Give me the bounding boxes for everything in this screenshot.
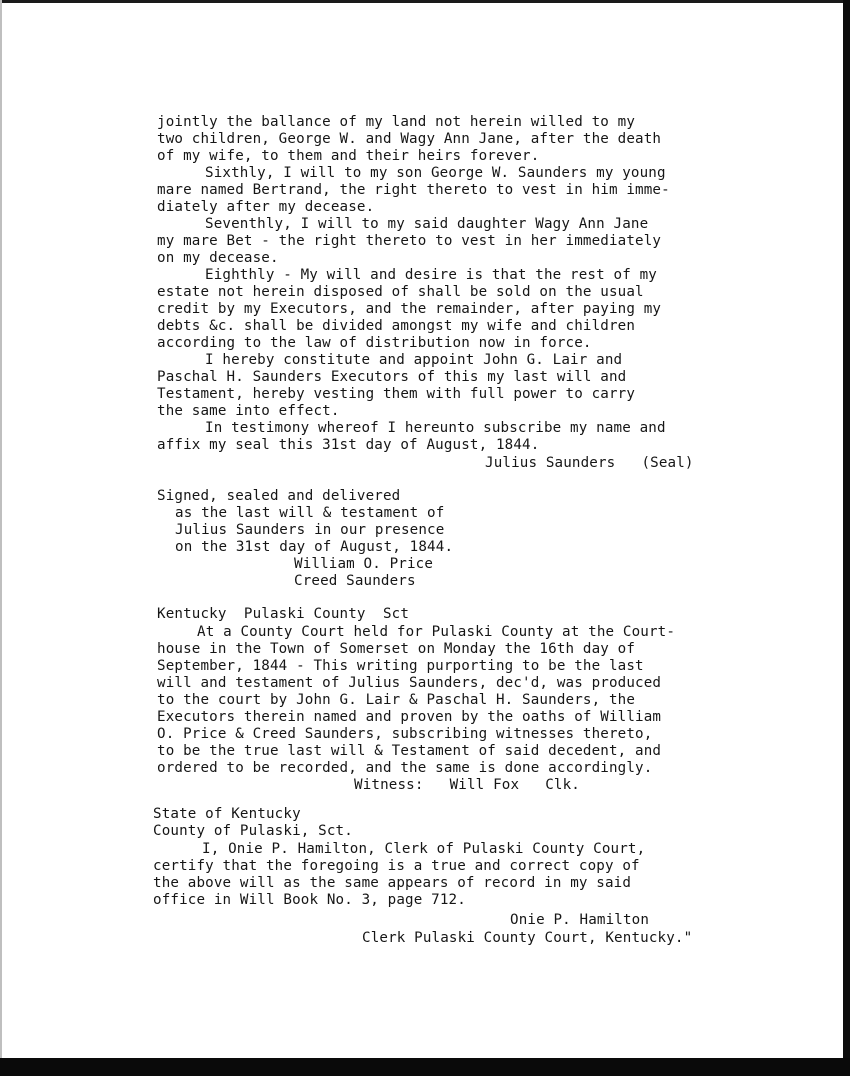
text-line: of my wife, to them and their heirs forever. (157, 148, 540, 164)
text-line: Eighthly - My will and desire is that the rest of my (205, 267, 657, 283)
text-line: Executors therein named and proven by the oaths of William (157, 709, 662, 725)
attestation-heading: Signed, sealed and delivered (157, 488, 401, 504)
text-line: on my decease. (157, 250, 279, 266)
text-line: affix my seal this 31st day of August, 1844. (157, 437, 540, 453)
text-line: credit by my Executors, and the remainder, after paying my (157, 301, 662, 317)
testator-signature-line: Julius Saunders (Seal) (485, 455, 694, 471)
text-line: Seventhly, I will to my said daughter Wagy Ann Jane (205, 216, 649, 232)
text-line: the same into effect. (157, 403, 340, 419)
text-line: jointly the ballance of my land not herein willed to my (157, 114, 636, 130)
text-line: on the 31st day of August, 1844. (175, 539, 454, 555)
text-line: my mare Bet - the right thereto to vest in her immediately (157, 233, 662, 249)
clerk-witness-line: Witness: Will Fox Clk. (354, 777, 580, 793)
text-line: according to the law of distribution now in force. (157, 335, 592, 351)
text-line: At a County Court held for Pulaski County at the Court- (197, 624, 676, 640)
text-line: Julius Saunders in our presence (175, 522, 445, 538)
text-line: Testament, hereby vesting them with full power to carry (157, 386, 636, 402)
text-line: as the last will & testament of (175, 505, 445, 521)
text-line: diately after my decease. (157, 199, 375, 215)
clerk-signature-title: Clerk Pulaski County Court, Kentucky." (362, 930, 693, 946)
text-line: office in Will Book No. 3, page 712. (153, 892, 466, 908)
text-line: will and testament of Julius Saunders, dec'd, was produced (157, 675, 662, 691)
text-line: Sixthly, I will to my son George W. Saunders my young (205, 165, 666, 181)
text-line: the above will as the same appears of record in my said (153, 875, 632, 891)
text-line: O. Price & Creed Saunders, subscribing witnesses thereto, (157, 726, 653, 742)
county-heading: County of Pulaski, Sct. (153, 823, 353, 839)
text-line: September, 1844 - This writing purporting to be the last (157, 658, 644, 674)
text-line: In testimony whereof I hereunto subscribe my name and (205, 420, 666, 436)
text-line: debts &c. shall be divided amongst my wife and children (157, 318, 636, 334)
text-line: house in the Town of Somerset on Monday the 16th day of (157, 641, 636, 657)
text-line: estate not herein disposed of shall be sold on the usual (157, 284, 644, 300)
text-line: certify that the foregoing is a true and correct copy of (153, 858, 640, 874)
text-line: I, Onie P. Hamilton, Clerk of Pulaski County Court, (202, 841, 646, 857)
text-line: two children, George W. and Wagy Ann Jane, after the death (157, 131, 662, 147)
text-line: mare named Bertrand, the right thereto to vest in him imme- (157, 182, 670, 198)
text-line: to be the true last will & Testament of said decedent, and (157, 743, 662, 759)
state-heading: State of Kentucky (153, 806, 301, 822)
text-line: I hereby constitute and appoint John G. Lair and (205, 352, 623, 368)
clerk-signature-name: Onie P. Hamilton (510, 912, 650, 928)
witness-name: Creed Saunders (294, 573, 416, 589)
text-line: Paschal H. Saunders Executors of this my last will and (157, 369, 627, 385)
scan-edge-bottom (0, 1058, 850, 1076)
text-line: to the court by John G. Lair & Paschal H. Saunders, the (157, 692, 636, 708)
witness-name: William O. Price (294, 556, 434, 572)
venue-heading: Kentucky Pulaski County Sct (157, 606, 410, 622)
text-line: ordered to be recorded, and the same is done accordingly. (157, 760, 653, 776)
